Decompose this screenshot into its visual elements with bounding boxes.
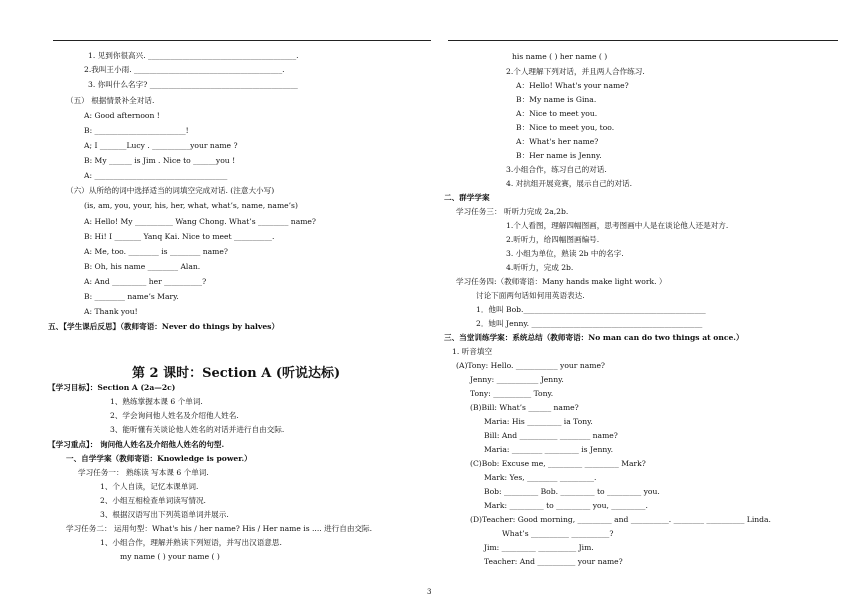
right-line: 4. 对抗组开展竞赛，展示自己的对话. <box>506 179 632 188</box>
left-line: （五） 根据情景补全对话. <box>66 96 155 105</box>
right-line: What’s __________ __________? <box>502 529 614 538</box>
right-line: A：Nice to meet you. <box>516 109 598 118</box>
left-line: A: Thank you! <box>84 307 138 316</box>
left-line: 1、小组合作，理解并熟读下列短语，并写出汉语意思. <box>100 538 282 547</box>
focus-heading: 【学习重点】： 询问他人姓名及介绍他人姓名的句型. <box>48 440 225 449</box>
left-line: B: Hi! I _______ Yanq Kai. Nice to meet __________. <box>84 232 275 241</box>
right-line: Jenny: ___________ Jenny. <box>470 375 564 384</box>
left-line: my name ( ) your name ( ) <box>120 552 220 561</box>
right-line: Bill: And __________ ________ name? <box>484 431 618 440</box>
left-line: A: Hello! My __________ Wang Chong. What’s ________ name? <box>84 217 316 226</box>
right-line: 学习任务四:（教师寄语：Many hands make light work. ） <box>456 277 667 286</box>
left-line: B: ________________________! <box>84 126 189 135</box>
left-line: 3. 你叫什么名字? _______________________________________ <box>88 80 298 89</box>
left-line: （六）从所给的词中选择适当的词填空完成对话. (注意大小写) <box>66 186 275 195</box>
left-line: 3、根据汉语写出下列英语单词并展示. <box>100 510 229 519</box>
right-line: Teacher: And __________ your name? <box>484 557 623 566</box>
right-line: Bob: _________ Bob. _________ to _________ you. <box>484 487 660 496</box>
left-line: A: And _________ her __________? <box>84 277 207 286</box>
top-rule-left <box>53 40 431 41</box>
right-line: 3.小组合作，练习自己的对话. <box>506 165 607 174</box>
right-line: A：What's her name? <box>516 137 599 146</box>
right-line: B：My name is Gina. <box>516 95 597 104</box>
right-line: 学习任务三： 听听力完成 2a,2b. <box>456 207 569 216</box>
right-line: (A)Tony: Hello. ___________ your name? <box>456 361 606 370</box>
left-line: A: ___________________________________ <box>84 171 228 180</box>
right-line: 2.个人理解下列对话，并且两人合作练习. <box>506 67 645 76</box>
page-number: 3 <box>427 588 432 596</box>
right-line: 讨论下面两句话如何用英语表达. <box>476 291 585 300</box>
right-line: (C)Bob: Excuse me, _________ _________ Mark? <box>470 459 646 468</box>
top-rule-right <box>448 40 838 41</box>
right-line: 2．她叫 Jenny. _____________________________________________ <box>476 319 703 328</box>
reflection-heading: 五、【学生课后反思】（教师寄语：Never do things by halves） <box>48 322 280 331</box>
left-line: 1、个人自读，记忆本课单词. <box>100 482 199 491</box>
right-line: 4.听听力，完成 2b. <box>506 263 574 272</box>
right-line: Jim: _________ __________ Jim. <box>484 543 594 552</box>
right-line: 1．他叫 Bob.________________________________________________ <box>476 305 706 314</box>
right-line: Tony: __________ Tony. <box>470 389 554 398</box>
left-line: A; I _______Lucy . __________your name ? <box>84 141 238 150</box>
left-line: 2、学会询问他人姓名及介绍他人姓名. <box>110 411 239 420</box>
right-line: B：Nice to meet you, too. <box>516 123 615 132</box>
right-line: 1.个人看图，理解四幅图画，思考图画中人是在谈论他人还是对方. <box>506 221 729 230</box>
right-line: Maria: ________ _________ is Jenny. <box>484 445 613 454</box>
right-line: 3. 小组为单位，熟读 2b 中的名字. <box>506 249 624 258</box>
self-study-heading: 一、自学学案（教师寄语：Knowledge is power.） <box>66 454 252 463</box>
right-line: 1. 听音填空 <box>452 347 493 356</box>
left-line: B: ________ name’s Mary. <box>84 292 179 301</box>
right-line: his name ( ) her name ( ) <box>512 52 608 61</box>
goals-heading: 【学习目标】：Section A (2a—2c) <box>48 383 176 392</box>
right-line: B：Her name is Jenny. <box>516 151 602 160</box>
right-line: (D)Teacher: Good morning, _________ and __________. ________ __________ Linda. <box>470 515 771 524</box>
group-study-heading: 二、群学学案 <box>444 193 490 202</box>
left-line: 1. 见到你很高兴. _______________________________________. <box>88 51 299 60</box>
right-line: Mark: _________ to _________ you, _________. <box>484 501 648 510</box>
left-line: 3、能听懂有关谈论他人姓名的对话并进行自由交际. <box>110 425 285 434</box>
left-line: A: Me, too. ________ is ________ name? <box>84 247 228 256</box>
left-line: 2.我叫王小雨. _______________________________________. <box>84 65 285 74</box>
right-line: 2.听听力，给四幅图画编号. <box>506 235 600 244</box>
left-line: 2、小组互相检查单词读写情况. <box>100 496 206 505</box>
right-line: Maria: His _________ ia Tony. <box>484 417 593 426</box>
left-line: B: Oh, his name ________ Alan. <box>84 262 201 271</box>
left-line: B: My ______ is Jim . Nice to ______you ! <box>84 156 236 165</box>
left-line: 1、熟练掌握本课 6 个单词. <box>110 397 203 406</box>
lesson-title: 第 2 课时：Section A (听说达标) <box>132 366 341 381</box>
right-line: A：Hello! What's your name? <box>516 81 629 90</box>
left-line: 学习任务一： 熟练读 写本课 6 个单词. <box>78 468 209 477</box>
practice-heading: 三、当堂训练学案：系统总结（教师寄语：No man can do two things at once.） <box>444 333 744 342</box>
left-line: (is, am, you, your, his, her, what, what’s, name, name’s) <box>84 201 298 210</box>
left-line: 学习任务二： 运用句型：What's his / her name? His / Her name is .... 进行自由交际. <box>66 524 373 533</box>
right-line: (B)Bill: What’s ______ name? <box>470 403 579 412</box>
right-line: Mark: Yes, ________ _________. <box>484 473 597 482</box>
left-line: A: Good afternoon ! <box>84 111 160 120</box>
